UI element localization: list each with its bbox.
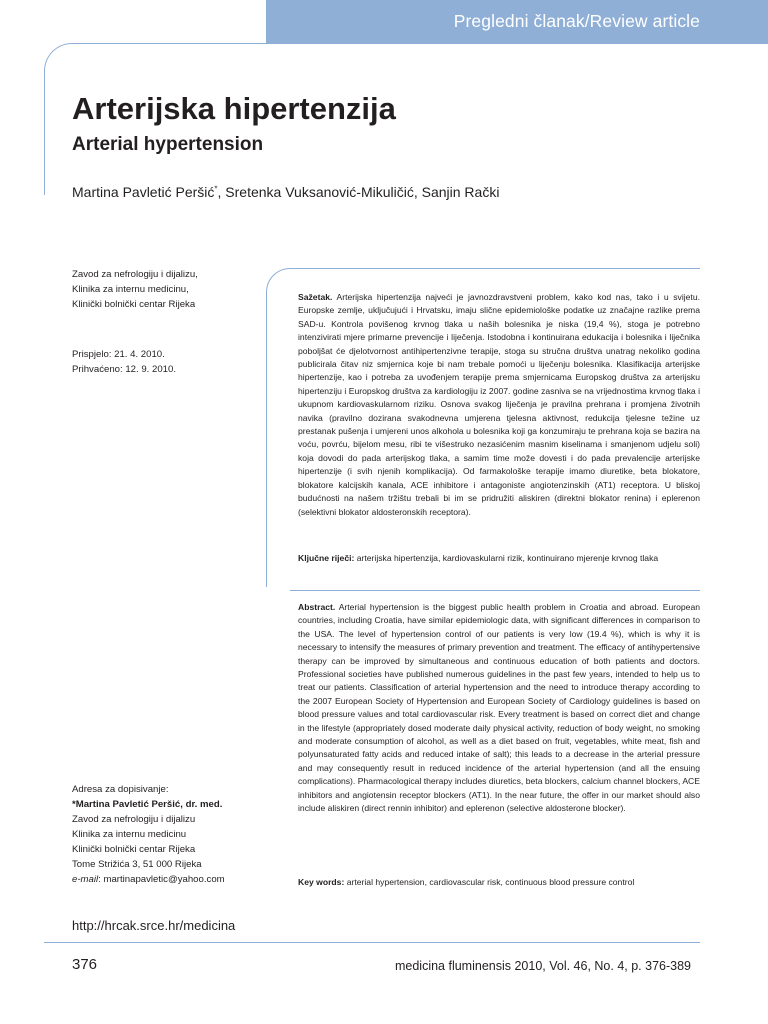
keywords-english-label: Key words: (298, 877, 345, 887)
abstract-english-text: Arterial hypertension is the biggest public health problem in Croatia and abroad. European countries, including Croatia, have similar epidemiologic data, with significant differences in comparison to the USA. The level of hypertension control of our patients is very low (19.4 %), which is why it is necessary to intensify the measures of primary prevention and treatment. The efficacy of antihypertensive therapy can be improved by simultaneous and continuous education of both patients and doctors. Professional societies have published numerous guidelines in the past few years, intended to help us to treat our patients. Classification of arterial hypertension and the need to introduce therapy according to the 2007 European Society of Hypertension and European Society of Cardiology guidelines is based on blood pressure values and total cardiovascular risk. Every treatment is based on correct diet and change in the lifestyle (appropriately dosed moderate daily physical activity, reduction of body weight, no smoking and moderate consumption of alcohol, as well as a diet based on fruit, vegetables, white meat, fish and polyunsaturated fatty acids and reduced intake of salt); this leads to a decrease in the arterial pressure and may consequently result in reduced incidence of the arterial hypertension (and all the ensuing complications). Pharmacological therapy includes diuretics, beta blockers, calcium channel blockers, ACE inhibitors and angiotensin receptor blockers (AT1). In the near future, the offer in our market should also include aliskiren (direct rennin inhibitor) and eplerenon (selective aldosterone blocker). (298, 602, 700, 814)
affiliation-line: Klinika za internu medicinu, (72, 284, 189, 295)
received-date: Prispjelo: 21. 4. 2010. (72, 349, 165, 360)
affiliation-line: Klinički bolnički centar Rijeka (72, 299, 196, 310)
author-list (72, 184, 499, 200)
abstract-divider (290, 590, 700, 591)
correspondence-line: Klinički bolnički centar Rijeka (72, 844, 196, 855)
correspondence-email (72, 872, 225, 887)
article-title: Arterijska hipertenzija (72, 91, 396, 126)
other-authors: , Sretenka Vuksanović-Mikuličić, Sanjin Rački (217, 184, 500, 200)
article-type-label: Pregledni članak/Review article (453, 11, 700, 31)
article-dates (72, 347, 176, 377)
abstract-english-label: Abstract. (298, 602, 336, 612)
abstract-croatian (298, 291, 700, 519)
corresponding-author: Martina Pavletić Peršić (72, 184, 215, 200)
abstract-croatian-text: Arterijska hipertenzija najveći je javnozdravstveni problem, kako kod nas, tako i u svijetu. Europske zemlje, uključujući i Hrvatsku, imaju slične epidemiološke podatke uz značajne razlike prema SAD-u. Kontrola povišenog krvnog tlaka u naših bolesnika je niska (19,4 %), stoga je potrebno intenzivirati mjere primarne prevencije i liječenja. Istodobna i kontinuirana edukacija i bolesnika i liječnika poboljšat će djelotvornost antihipertenzivne terapije, stoga su stručna društva unatrag nekoliko godina publicirala čitav niz smjernica koje bi nam trebale pomoći u liječenju bolesnika. Klasifikacija arterijske hipertenzije, kao i potreba za uvođenjem terapije prema smjernicama Europskog društva za arterijsku hipertenziju i Europskog društva za kardiologiju iz 2007. godine zasniva se na vrijednostima krvnog tlaka i ukupnom kardiovaskularnom riziku. Osnova svakog liječenja je pravilna prehrana i promjena životnih navika (pravilno dozirana svakodnevna umjerena tjelesna aktivnost, redukcija tjelesne težine uz prestanak pušenja i umjereni unos alkohola u bolesnika koji ga konzumiraju te prehrana koja se bazira na voću, povrću, bijelom mesu, ribi te višestruko nezasićenim masnim kiselinama i smanjenom udjelu soli) koja dovodi do pada arterijskog tlaka, a samim time može dovesti i do pada prevalencije arterijske hipertenzije (i svih njenih komplikacija). Od farmakološke terapije imamo diuretike, beta blokatore, blokatore kalcijskih kanala, ACE inhibitore i antagoniste angiotenzinskih (AT1) receptora. U bliskoj budućnosti na našem tržištu trebali bi im se pridružiti aliskiren (direktni blokator renina) i eplerenon (selektivni blokator aldosteronskih receptora). (298, 292, 700, 517)
keywords-croatian (298, 552, 700, 565)
affiliation-line: Zavod za nefrologiju i dijalizu, (72, 269, 198, 280)
affiliation (72, 267, 198, 312)
correspondence-line: Tome Strižića 3, 51 000 Rijeka (72, 859, 202, 870)
accepted-date: Prihvaćeno: 12. 9. 2010. (72, 364, 177, 375)
footer-divider (44, 942, 700, 943)
keywords-croatian-label: Ključne riječi: (298, 553, 355, 563)
abstract-croatian-label: Sažetak. (298, 292, 333, 302)
email-label: e-mail (72, 874, 99, 885)
correspondence-line: Klinika za internu medicinu (72, 829, 187, 840)
frame-left-border (44, 100, 45, 195)
journal-url-link[interactable]: http://hrcak.srce.hr/medicina (72, 918, 236, 933)
keywords-english-text: arterial hypertension, cardiovascular risk, continuous blood pressure control (344, 877, 635, 887)
keywords-english (298, 876, 700, 889)
header-band (266, 0, 768, 43)
correspondence-address (72, 782, 225, 887)
keywords-croatian-text: arterijska hipertenzija, kardiovaskularni rizik, kontinuirano mjerenje krvnog tlaka (354, 553, 659, 563)
email-value: : martinapavletic@yahoo.com (98, 874, 225, 885)
corresponding-author-mark: * (214, 184, 218, 194)
correspondence-name: *Martina Pavletić Peršić, dr. med. (72, 799, 223, 810)
page-number: 376 (72, 956, 98, 973)
correspondence-line: Zavod za nefrologiju i dijalizu (72, 814, 196, 825)
article-subtitle: Arterial hypertension (72, 134, 264, 155)
abstract-english (298, 601, 700, 816)
journal-citation: medicina fluminensis 2010, Vol. 46, No. 4, p. 376-389 (394, 959, 691, 973)
correspondence-heading: Adresa za dopisivanje: (72, 784, 169, 795)
